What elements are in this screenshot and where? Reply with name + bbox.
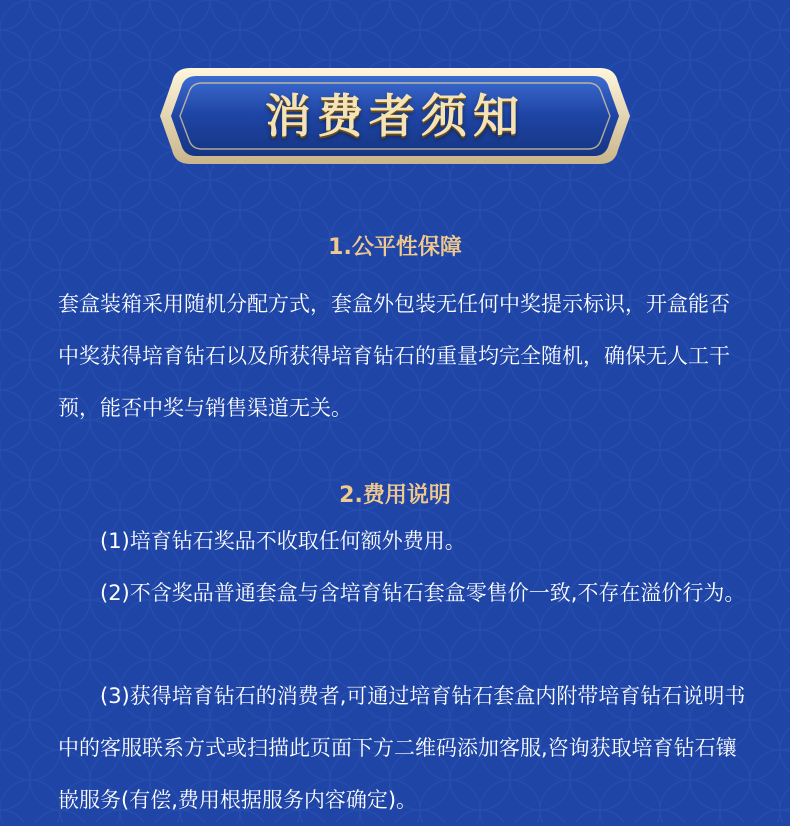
section-heading-fairness: 1.公平性保障	[328, 235, 462, 260]
fees-paragraph-3: (3)获得培育钻石的消费者,可通过培育钻石套盒内附带培育钻石说明书中的客服联系方式或扫描此页面下方二维码添加客服,咨询获取培育钻石镶嵌服务(有偿,费用根据服务内容确定)。	[58, 684, 746, 812]
fairness-paragraph: 套盒装箱采用随机分配方式，套盒外包装无任何中奖提示标识，开盒能否中奖获得培育钻石以及所获得培育钻石的重量均完全随机，确保无人工干预，能否中奖与销售渠道无关。	[58, 292, 730, 420]
title-banner	[160, 58, 630, 174]
page-title: 消费者须知	[265, 89, 525, 143]
section-heading-fees: 2.费用说明	[339, 483, 451, 508]
fees-paragraph-1: (1)培育钻石奖品不收取任何额外费用。	[100, 529, 466, 553]
fees-paragraph-2: (2)不含奖品普通套盒与含培育钻石套盒零售价一致,不存在溢价行为。	[100, 581, 746, 605]
